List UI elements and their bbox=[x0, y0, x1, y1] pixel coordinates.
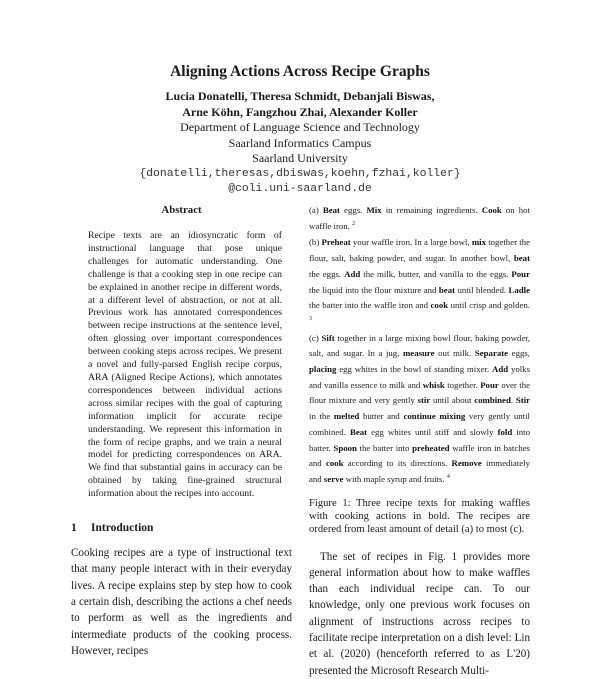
recipe-label: (a) bbox=[309, 205, 319, 215]
footnote-marker: 2 bbox=[352, 220, 356, 227]
recipe-text: with maple syrup and fruits. bbox=[343, 473, 447, 484]
recipe-text: egg whites until stiff and slowly bbox=[367, 426, 498, 437]
cooking-action: Preheat bbox=[321, 237, 351, 248]
section-number: 1 bbox=[71, 522, 77, 535]
recipe-text: the milk, butter, and vanilla to the eggs. bbox=[360, 268, 512, 279]
email-line-2: @coli.uni-saarland.de bbox=[228, 183, 372, 195]
cooking-action: measure bbox=[402, 348, 435, 359]
recipe-text: in the bbox=[309, 411, 334, 422]
section-heading-text: Introduction bbox=[91, 522, 154, 535]
recipe-text: over the flour mixture and very gently bbox=[309, 379, 531, 406]
right-column bbox=[309, 203, 530, 679]
cooking-action: Pour bbox=[480, 379, 499, 390]
paper-title: Aligning Actions Across Recipe Graphs bbox=[170, 63, 430, 80]
cooking-action: Separate bbox=[474, 348, 509, 359]
cooking-action: combined bbox=[474, 395, 511, 406]
authors-line-2: Arne Köhn, Fangzhou Zhai, Alexander Koller bbox=[182, 104, 418, 119]
recipe-a bbox=[309, 203, 530, 234]
recipe-text: eggs, bbox=[508, 348, 530, 359]
recipe-text: very gently until combined. bbox=[309, 411, 530, 437]
footnote-marker: 4 bbox=[446, 474, 450, 481]
cooking-action: Beat bbox=[349, 426, 368, 437]
recipe-text: the liquid into the flour mixture and bbox=[309, 284, 439, 295]
recipe-b bbox=[309, 235, 530, 329]
recipe-label: (b) bbox=[309, 237, 320, 248]
recipe-text: out milk. bbox=[434, 348, 475, 359]
affiliation-line-1: Department of Language Science and Technology bbox=[180, 120, 420, 134]
cooking-action: mix bbox=[471, 237, 486, 248]
cooking-action: Add bbox=[491, 364, 509, 375]
recipe-text: the batter into the waffle iron and bbox=[309, 300, 431, 311]
cooking-action: continue mixing bbox=[403, 411, 466, 422]
cooking-action: cook bbox=[430, 300, 449, 311]
affiliation-line-3: Saarland University bbox=[252, 151, 348, 165]
recipe-text: . bbox=[510, 395, 516, 406]
recipe-c bbox=[309, 331, 530, 488]
cooking-action: melted bbox=[333, 411, 360, 422]
recipe-label: (c) bbox=[309, 332, 319, 343]
recipe-text: together. bbox=[444, 379, 481, 390]
cooking-action: Remove bbox=[451, 458, 482, 469]
recipe-text: the batter into bbox=[356, 442, 413, 453]
paper-header bbox=[0, 62, 600, 198]
recipe-text: waffle iron in batches and bbox=[309, 442, 530, 469]
body-paragraph: The set of recipes in Fig. 1 provides more general information about how to make waffles than each individual recipe can. To our knowledge, only one previous work focuses on alignment of instructions across recipes to facilitate recipe interpretation on a dish level: Lin et al. (2020) (henceforth referred to as L'20) presented the Microsoft Research Multi- bbox=[309, 550, 530, 677]
recipe-text: egg whites in the bowl of standing mixer. bbox=[336, 364, 492, 375]
recipe-text: together the flour, salt, baking powder, and sugar. In another bowl, bbox=[309, 237, 531, 264]
cooking-action: Stir bbox=[515, 395, 530, 406]
recipe-text: until crisp and golden. bbox=[448, 300, 531, 311]
cooking-action: beat bbox=[438, 284, 456, 295]
recipe-text: yolks and vanilla essence to milk and bbox=[309, 364, 531, 390]
cooking-action: serve bbox=[323, 473, 344, 484]
cooking-action: Mix bbox=[366, 205, 382, 215]
recipe-text: on hot waffle iron. bbox=[309, 205, 531, 231]
cooking-action: Pour bbox=[511, 268, 530, 279]
cooking-action: Spoon bbox=[333, 442, 357, 453]
cooking-action: whisk bbox=[422, 379, 445, 390]
cooking-action: preheated bbox=[412, 442, 450, 453]
abstract-heading: Abstract bbox=[161, 204, 202, 216]
recipe-text: until about bbox=[430, 395, 475, 406]
cooking-action: placing bbox=[309, 364, 337, 375]
cooking-action: fold bbox=[497, 426, 513, 437]
affiliation-line-2: Saarland Informatics Campus bbox=[228, 135, 372, 150]
figure-1 bbox=[309, 203, 530, 488]
email-line-1: {donatelli,theresas,dbiswas,koehn,fzhai,koller} bbox=[139, 167, 461, 180]
cooking-action: beat bbox=[513, 253, 530, 264]
recipe-text: the eggs. bbox=[309, 268, 345, 279]
cooking-action: Beat bbox=[322, 205, 340, 215]
footnote-marker: 3 bbox=[309, 316, 312, 322]
recipe-text: according to its directions. bbox=[343, 458, 452, 469]
cooking-action: Cook bbox=[481, 205, 502, 215]
introduction-text: Cooking recipes are a type of instructional text that many people interact with in their everyday lives. A recipe explains step by step how to cook a certain dish, describing the actions a chef needs to perform as well as the ingredients and intermediate products of the cooking process. However, recipes bbox=[71, 547, 292, 657]
recipe-text: until blended. bbox=[455, 284, 509, 295]
recipe-text: butter and bbox=[359, 411, 404, 422]
figure-caption: Figure 1: Three recipe texts for making waffles with cooking actions in bold. The recipes are ordered from least amount of detail (a) to most (c). bbox=[309, 497, 530, 536]
recipe-text: in remaining ingredients. bbox=[381, 205, 482, 215]
section-heading-introduction bbox=[71, 521, 292, 535]
cooking-action: Ladle bbox=[508, 284, 530, 295]
recipe-text: immediately and bbox=[309, 458, 530, 484]
cooking-action: Sift bbox=[321, 332, 335, 343]
recipe-text: together in a large mixing bowl flour, baking powder, salt, and sugar. In a jug, bbox=[309, 332, 531, 359]
recipe-text: eggs. bbox=[339, 205, 367, 215]
authors-line-1: Lucia Donatelli, Theresa Schmidt, Debanjali Biswas, bbox=[165, 89, 435, 103]
abstract-text: Recipe texts are an idiosyncratic form of instructional language that pose unique challenges for automatic understanding. One challenge is that a cooking step in one recipe can be explained in another recipe in different words, at a different level of abstraction, or not at all. Previous work has annotated correspondences between recipe instructions at the sentence level, often glossing over important correspondences between cooking steps across recipes. We present a novel and fully-parsed English recipe corpus, ARA (Aligned Recipe Actions), which annotates correspondences between individual actions across similar recipes with the goal of capturing information implicit for accurate recipe understanding. We represent this information in the form of recipe graphs, and we train a neural model for predicting correspondences on ARA. We find that substantial gains in accuracy can be obtained by taking fine-grained structural information about the recipes into account. bbox=[88, 230, 282, 500]
cooking-action: stir bbox=[417, 395, 431, 406]
cooking-action: Add bbox=[344, 268, 361, 279]
recipe-text: your waffle iron. In a large bowl, bbox=[350, 237, 472, 248]
cooking-action: cook bbox=[325, 458, 344, 469]
left-column bbox=[71, 203, 292, 659]
recipe-text: into batter. bbox=[309, 426, 530, 453]
